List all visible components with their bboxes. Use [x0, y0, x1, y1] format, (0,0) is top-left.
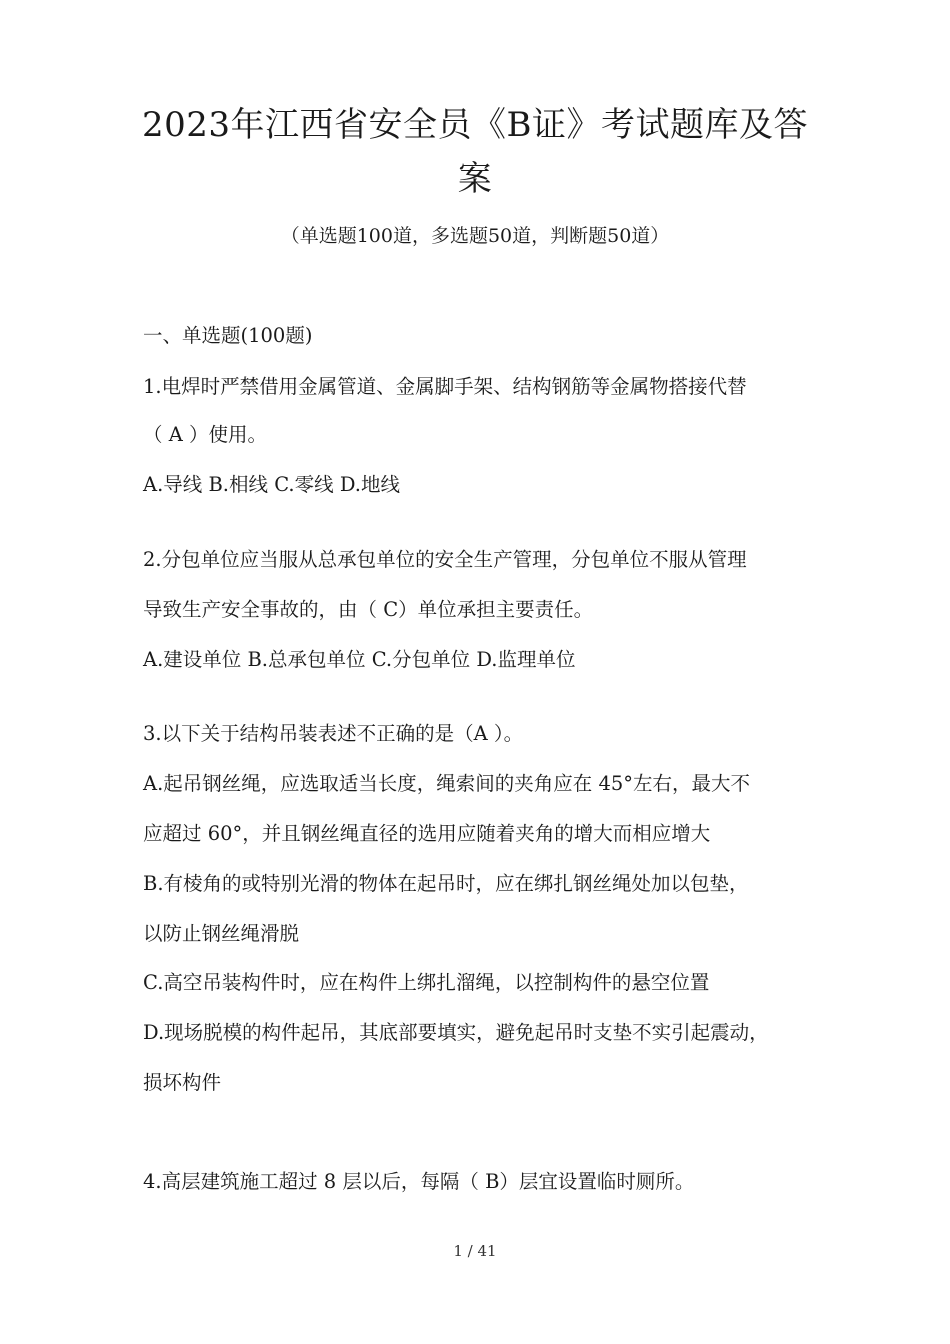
document-title — [120, 98, 830, 206]
document-subtitle: （单选题100道，多选题50道，判断题50道） — [280, 225, 670, 247]
question-1-line-1: 1.电焊时严禁借用金属管道、金属脚手架、结构钢筋等金属物搭接代替 — [143, 375, 747, 398]
section-heading: 一、单选题(100题) — [143, 324, 313, 347]
title-line-1: 2023年江西省安全员《B证》考试题库及答 — [141, 105, 808, 145]
title-line-2: 案 — [457, 159, 493, 199]
question-1-options: A.导线 B.相线 C.零线 D.地线 — [143, 473, 400, 496]
question-2-options: A.建设单位 B.总承包单位 C.分包单位 D.监理单位 — [143, 648, 576, 671]
question-3-option-d-line-1: D.现场脱模的构件起吊，其底部要填实，避免起吊时支垫不实引起震动， — [143, 1021, 769, 1044]
question-3-stem: 3.以下关于结构吊装表述不正确的是（A ）。 — [143, 722, 524, 745]
question-2-line-1: 2.分包单位应当服从总承包单位的安全生产管理，分包单位不服从管理 — [143, 548, 747, 571]
question-3-option-b-line-2: 以防止钢丝绳滑脱 — [143, 922, 300, 945]
question-3-option-b-line-1: B.有棱角的或特别光滑的物体在起吊时，应在绑扎钢丝绳处加以包垫， — [143, 872, 749, 895]
question-3-option-a-line-2: 应超过 60°，并且钢丝绳直径的选用应随着夹角的增大而相应增大 — [143, 822, 711, 845]
question-4-stem: 4.高层建筑施工超过 8 层以后，每隔（ B）层宜设置临时厕所。 — [143, 1170, 695, 1193]
question-3-option-c: C.高空吊装构件时，应在构件上绑扎溜绳，以控制构件的悬空位置 — [143, 971, 710, 994]
question-3-option-d-line-2: 损坏构件 — [143, 1071, 222, 1094]
question-3-option-a-line-1: A.起吊钢丝绳，应选取适当长度，绳索间的夹角应在 45°左右，最大不 — [143, 772, 751, 795]
page-number: 1 / 41 — [453, 1242, 497, 1260]
question-2-line-2: 导致生产安全事故的，由（ C）单位承担主要责任。 — [143, 598, 594, 621]
question-1-line-2: （ A ）使用。 — [143, 423, 267, 446]
